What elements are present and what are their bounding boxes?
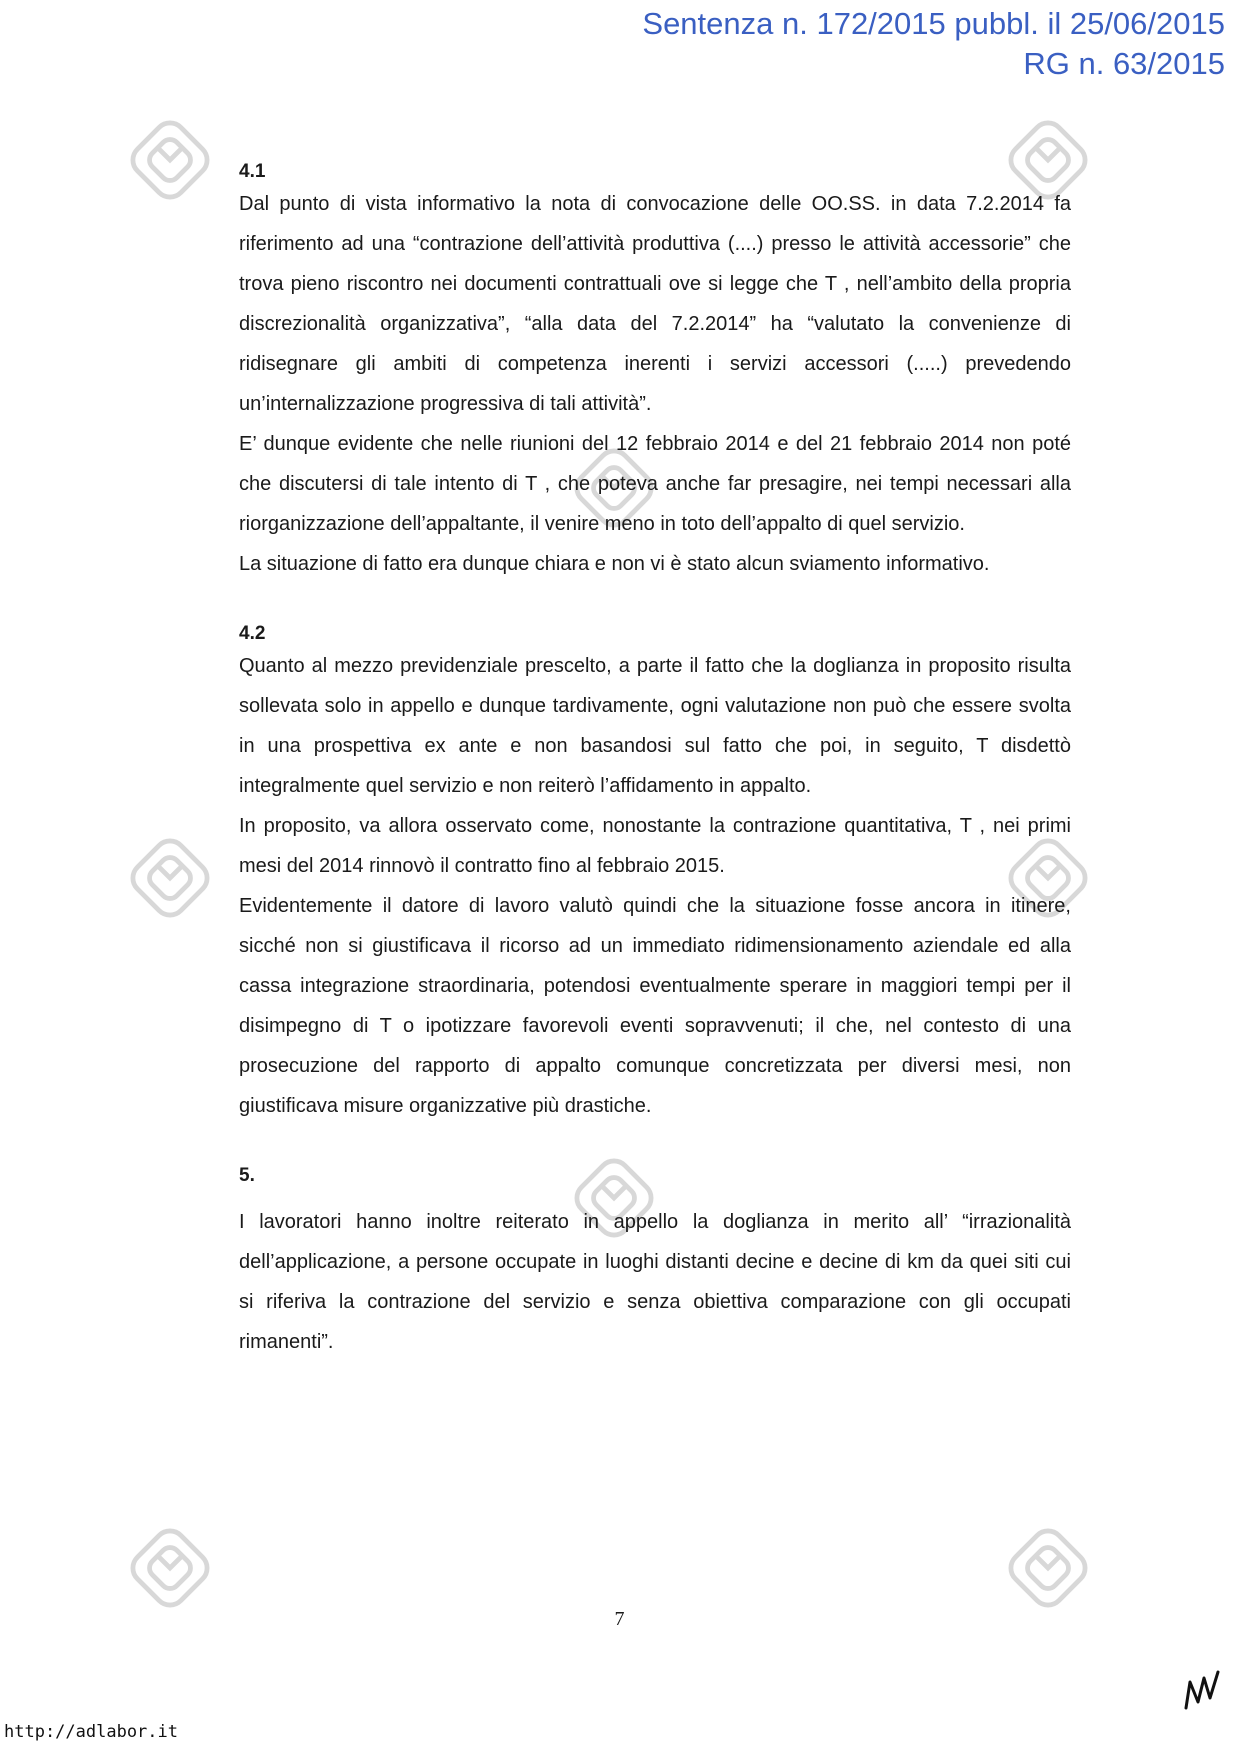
watermark-logo-icon [1000,1520,1096,1616]
section-heading: 5. [239,1165,255,1186]
paragraph: In proposito, va allora osservato come, nonostante la contrazione quantitativa, T , nei primi mesi del 2014 rinnovò il contratto fino al febbraio 2015. [239,815,1071,877]
signature-initials-icon [1180,1668,1224,1714]
section-heading: 4.2 [239,623,266,644]
watermark-logo-icon [122,830,218,926]
paragraph: La situazione di fatto era dunque chiara e non vi è stato alcun sviamento informativo. [239,553,990,575]
sentenza-reference: Sentenza n. 172/2015 pubbl. il 25/06/2015 [642,6,1225,41]
document-body [239,160,1071,1362]
footer-source-link[interactable]: http://adlabor.it [4,1722,178,1742]
section-5 [239,1164,1071,1362]
section-4-1 [239,160,1071,584]
paragraph: Quanto al mezzo previdenziale prescelto, a parte il fatto che la doglianza in proposito risulta sollevata solo in appello e dunque tardivamente, ogni valutazione non può che essere svolta in una prospettiva ex ante e non basandosi sul fatto che poi, in seguito, T disdettò integralmente quel servizio e non reiterò l’affidamento in appalto. [239,655,1071,797]
page-number: 7 [614,1608,625,1630]
section-heading: 4.1 [239,161,266,182]
section-4-2 [239,622,1071,1126]
paragraph: Dal punto di vista informativo la nota di convocazione delle OO.SS. in data 7.2.2014 fa riferimento ad una “contrazione dell’attività produttiva (....) presso le attività accessorie” che trova pieno riscontro nei documenti contrattuali ove si legge che T , nell’ambito della propria discrezionalità organizzativa”, “alla data del 7.2.2014” ha “valutato la convenienze di ridisegnare gli ambiti di competenza inerenti i servizi accessori (.....) prevedendo un’internalizzazione progressiva di tali attività”. [239,193,1071,415]
document-header [642,4,1225,84]
watermark-logo-icon [122,112,218,208]
watermark-logo-icon [122,1520,218,1616]
paragraph: Evidentemente il datore di lavoro valutò quindi che la situazione fosse ancora in itinere, sicché non si giustificava il ricorso ad un immediato ridimensionamento aziendale ed alla cassa integrazione straordinaria, potendosi eventualmente sperare in maggiori tempi per il disimpegno di T o ipotizzare favorevoli eventi sopravvenuti; il che, nel contesto di una prosecuzione del rapporto di appalto comunque concretizzata per diversi mesi, non giustificava misure organizzative più drastiche. [239,895,1071,1117]
rg-reference: RG n. 63/2015 [1023,46,1225,81]
paragraph: I lavoratori hanno inoltre reiterato in appello la doglianza in merito all’ “irrazionalità dell’applicazione, a persone occupate in luoghi distanti decine e decine di km da quei siti cui si riferiva la contrazione del servizio e senza obiettiva comparazione con gli occupati rimanenti”. [239,1211,1071,1353]
paragraph: E’ dunque evidente che nelle riunioni del 12 febbraio 2014 e del 21 febbraio 2014 non poté che discutersi di tale intento di T , che poteva anche far presagire, nei tempi necessari alla riorganizzazione dell’appaltante, il venire meno in toto dell’appalto di quel servizio. [239,433,1071,535]
